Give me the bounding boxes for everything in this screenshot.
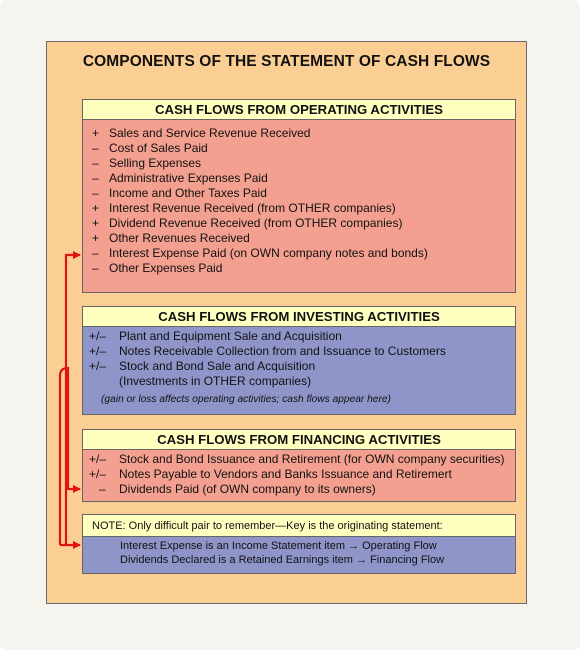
operating-box — [82, 120, 516, 293]
sign: – — [99, 482, 106, 496]
sign: – — [92, 246, 99, 260]
note-line-interest: Interest Expense is an Income Statement item → Operating Flow — [120, 540, 437, 552]
financing-list — [83, 452, 515, 497]
item-text: Other Revenues Received — [109, 231, 250, 245]
item-text: Notes Payable to Vendors and Banks Issuance and Retiremert — [119, 467, 452, 481]
item-text: Other Expenses Paid — [109, 261, 223, 275]
sign: +/– — [89, 467, 107, 481]
item-text: Plant and Equipment Sale and Acquisition — [119, 329, 342, 343]
list-item — [83, 452, 515, 467]
item-text: Sales and Service Revenue Received — [109, 126, 311, 140]
list-item — [83, 201, 515, 216]
list-item — [83, 329, 515, 344]
list-item — [83, 181, 515, 201]
item-text: Income and Other Taxes Paid — [109, 186, 267, 200]
list-item — [83, 246, 515, 261]
investing-list — [83, 329, 515, 389]
diagram-title: COMPONENTS OF THE STATEMENT OF CASH FLOWS — [82, 53, 491, 70]
sign: – — [92, 261, 99, 275]
item-text: Selling Expenses — [109, 156, 202, 170]
list-item — [83, 156, 515, 171]
list-item — [83, 467, 515, 482]
sign: +/– — [89, 359, 107, 373]
item-text: Notes Receivable Collection from and Issuance to Customers — [119, 344, 446, 358]
list-item — [83, 261, 515, 276]
sign: – — [92, 141, 99, 155]
sign: + — [92, 216, 100, 230]
note-box — [82, 537, 516, 574]
item-text: Stock and Bond Sale and Acquisition — [119, 359, 316, 373]
list-item — [83, 374, 515, 389]
note-header: NOTE: Only difficult pair to remember—Key is the originating statement: — [82, 514, 516, 537]
investing-header: CASH FLOWS FROM INVESTING ACTIVITIES — [82, 306, 516, 327]
sign: + — [92, 126, 100, 140]
investing-box — [82, 327, 516, 415]
item-text: Dividends Paid (of OWN company to its owners) — [119, 482, 376, 496]
list-item — [83, 482, 515, 497]
list-item — [83, 359, 515, 374]
list-item — [83, 141, 515, 156]
item-text: (Investments in OTHER companies) — [119, 374, 312, 388]
sign: + — [92, 231, 100, 245]
sign: +/– — [89, 329, 107, 343]
list-item — [83, 344, 515, 359]
list-item — [83, 216, 515, 231]
list-item — [83, 126, 515, 141]
item-text: Interest Expense Paid (on OWN company notes and bonds) — [109, 246, 428, 260]
operating-list — [83, 126, 515, 276]
sign: – — [92, 171, 99, 185]
financing-header: CASH FLOWS FROM FINANCING ACTIVITIES — [82, 429, 516, 450]
financing-box — [82, 450, 516, 502]
item-text: Interest Revenue Received (from OTHER companies) — [109, 201, 396, 215]
sign: _ — [92, 181, 99, 195]
item-text: Dividend Revenue Received (from OTHER companies) — [109, 216, 403, 230]
sign: +/– — [89, 344, 107, 358]
item-text: Administrative Expenses Paid — [109, 171, 268, 185]
list-item — [83, 231, 515, 246]
sign: +/– — [89, 452, 107, 466]
sign: + — [92, 201, 100, 215]
operating-header: CASH FLOWS FROM OPERATING ACTIVITIES — [82, 99, 516, 120]
item-text: Stock and Bond Issuance and Retirement (for OWN company securities) — [119, 452, 505, 466]
item-text: Cost of Sales Paid — [109, 141, 208, 155]
investing-note: (gain or loss affects operating activities; cash flows appear here) — [101, 394, 391, 405]
sign: – — [92, 156, 99, 170]
note-line-dividends: Dividends Declared is a Retained Earnings item → Financing Flow — [120, 554, 445, 566]
list-item — [83, 171, 515, 186]
